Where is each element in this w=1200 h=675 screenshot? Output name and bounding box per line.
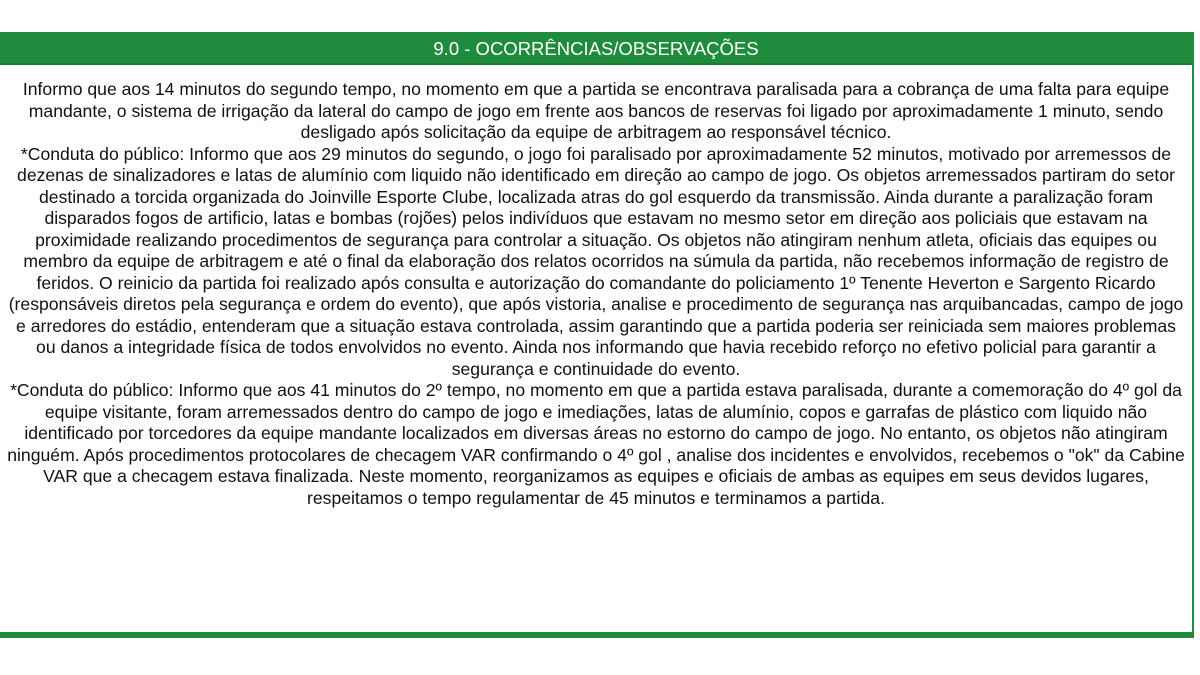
- section-title: 9.0 - OCORRÊNCIAS/OBSERVAÇÕES: [0, 32, 1192, 65]
- section-body: [0, 65, 1192, 509]
- paragraph-irrigation: Informo que aos 14 minutos do segundo tempo, no momento em que a partida se encontrava paralisada para a cobrança de uma falta para equipe mandante, o sistema de irrigação da lateral do campo de jogo em frente aos bancos de reservas foi ligado por aproximadamente 1 minuto, sendo desligado após solicitação da equipe de arbitragem ao responsável técnico.: [22, 79, 1170, 142]
- paragraph-public-conduct-1: *Conduta do público: Informo que aos 29 minutos do segundo, o jogo foi paralisado por aproximadamente 52 minutos, motivado por arremessos de dezenas de sinalizadores e latas de alumínio com liquido não identificado em direção ao campo de jogo. Os objetos arremessados partiram do setor destinado a torcida organizada do Joinville Esporte Clube, localizada atras do gol esquerdo da transmissão. Ainda durante a paralização foram disparados fogos de artificio, latas e bombas (rojões) pelos indivíduos que estavam no mesmo setor em direção aos policiais que estavam na proximidade realizando procedimentos de segurança para controlar a situação. Os objetos não atingiram nenhum atleta, oficiais das equipes ou membro da equipe de arbitragem e até o final da elaboração dos relatos ocorridos na súmula da partida, não recebemos informação de registro de feridos. O reinicio da partida foi realizado após consulta e autorização do comandante do policiamento 1º Tenente Heverton e Sargento Ricardo (responsáveis diretos pela segurança e ordem do evento), que após vistoria, analise e procedimento de segurança nas arquibancadas, campo de jogo e arredores do estádio, entenderam que a situação estava controlada, assim garantindo que a partida poderia ser reiniciada sem maiores problemas ou danos a integridade física de todos envolvidos no evento. Ainda nos informando que havia recebido reforço no efetivo policial para garantir a segurança e continuidade do evento.: [8, 143, 1184, 379]
- paragraph-public-conduct-2: *Conduta do público: Informo que aos 41 minutos do 2º tempo, no momento em que a partida estava paralisada, durante a comemoração do 4º gol da equipe visitante, foram arremessados dentro do campo de jogo e imediações, latas de alumínio, copos e garrafas de plástico com liquido não identificado por torcedores da equipe mandante localizados em diversas áreas no estorno do campo de jogo. No entanto, os objetos não atingiram ninguém. Após procedimentos protocolares de checagem VAR confirmando o 4º gol , analise dos incidentes e envolvidos, recebemos o "ok" da Cabine VAR que a checagem estava finalizada. Neste momento, reorganizamos as equipes e oficiais de ambas as equipes em seus devidos lugares, respeitamos o tempo regulamentar de 45 minutos e terminamos a partida.: [7, 380, 1185, 508]
- occurrences-section: [0, 32, 1194, 638]
